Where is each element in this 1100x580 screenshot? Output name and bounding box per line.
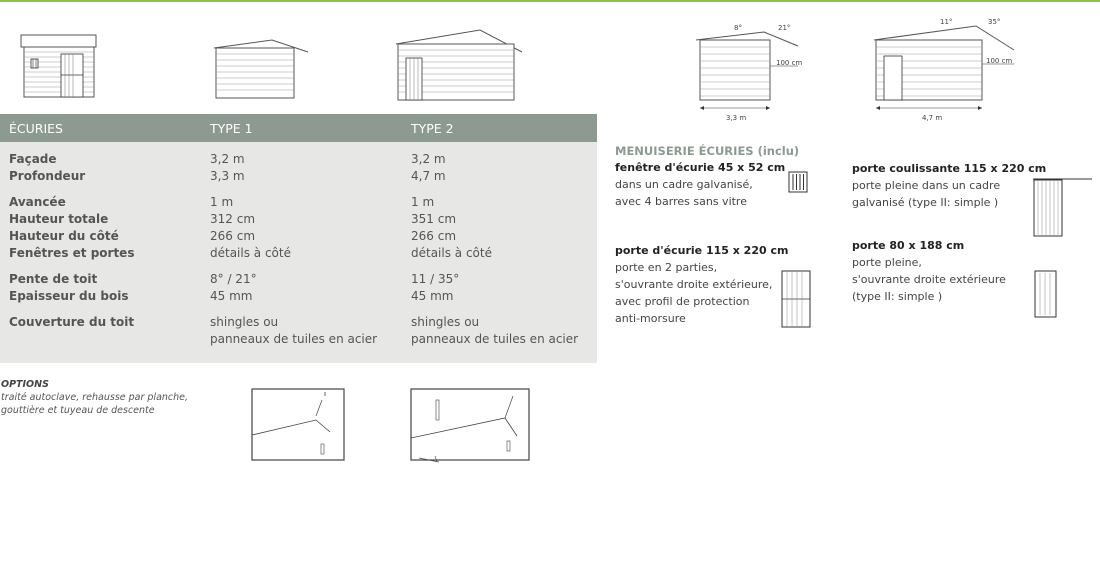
row-label: Couverture du toit bbox=[9, 315, 135, 329]
item-title: porte 80 x 188 cm bbox=[852, 239, 965, 252]
item-title: porte d'écurie 115 x 220 cm bbox=[615, 244, 789, 257]
stable-door-icon bbox=[781, 270, 811, 328]
row-type1-value: 3,3 m bbox=[210, 169, 245, 183]
row-label: Pente de toit bbox=[9, 272, 98, 286]
type2-dimension-drawing bbox=[872, 14, 1022, 124]
row-label: Avancée bbox=[9, 195, 66, 209]
row-label: Fenêtres et portes bbox=[9, 246, 135, 260]
type1-side-sketch bbox=[212, 38, 312, 100]
item-line: porte pleine, bbox=[852, 256, 922, 269]
type1-floor-plan bbox=[250, 388, 346, 462]
item-title: fenêtre d'écurie 45 x 52 cm bbox=[615, 161, 786, 174]
menuiserie-title: MENUISERIE ÉCURIES (inclu) bbox=[615, 144, 800, 158]
row-type2-value: 45 mm bbox=[411, 289, 454, 303]
type1-angle-right: 21° bbox=[778, 24, 791, 32]
type1-depth: 3,3 m bbox=[726, 114, 747, 122]
top-accent-line bbox=[0, 0, 1100, 2]
row-type2-value: 1 m bbox=[411, 195, 435, 209]
options-title: OPTIONS bbox=[1, 379, 49, 390]
spec-table bbox=[0, 114, 597, 363]
type2-side-sketch bbox=[394, 28, 524, 102]
door-icon bbox=[1034, 270, 1058, 318]
row-type2-value: 266 cm bbox=[411, 229, 457, 243]
item-line: s'ouvrante droite extérieure bbox=[852, 273, 1006, 286]
sliding-door-icon bbox=[1032, 176, 1094, 238]
item-line: dans un cadre galvanisé, bbox=[615, 178, 753, 191]
menuiserie-item-window bbox=[615, 159, 785, 210]
row-type1-value: shingles ou bbox=[210, 315, 279, 329]
row-label: Hauteur totale bbox=[9, 212, 109, 226]
item-line: s'ouvrante droite extérieure, bbox=[615, 278, 773, 291]
row-label: Profondeur bbox=[9, 169, 86, 183]
row-label: Façade bbox=[9, 152, 57, 166]
header-ecuries: ÉCURIES bbox=[9, 121, 63, 136]
row-type2-value: panneaux de tuiles en acier bbox=[411, 332, 579, 346]
type1-dimension-drawing bbox=[694, 20, 804, 124]
item-line: galvanisé (type II: simple ) bbox=[852, 196, 999, 209]
row-label: Hauteur du côté bbox=[9, 229, 119, 243]
menuiserie-item-door bbox=[852, 237, 1006, 305]
row-type2-value: 11 / 35° bbox=[411, 272, 460, 286]
row-type2-value: détails à côté bbox=[411, 246, 492, 260]
options-line: traité autoclave, rehausse par planche, bbox=[1, 392, 189, 403]
row-type1-value: 1 m bbox=[210, 195, 234, 209]
item-line: avec 4 barres sans vitre bbox=[615, 195, 747, 208]
row-type2-value: 4,7 m bbox=[411, 169, 446, 183]
row-type2-value: shingles ou bbox=[411, 315, 480, 329]
header-type1: TYPE 1 bbox=[210, 121, 253, 136]
options-line: gouttière et tuyeau de descente bbox=[1, 405, 155, 416]
type1-angle-left: 8° bbox=[734, 24, 742, 32]
row-type1-value: 3,2 m bbox=[210, 152, 245, 166]
menuiserie-item-sliding-door bbox=[852, 160, 1046, 211]
window-grid-icon bbox=[788, 171, 808, 193]
type2-overhang: 100 cm bbox=[986, 57, 1013, 65]
type2-angle-right: 35° bbox=[988, 18, 1001, 26]
row-type2-value: 3,2 m bbox=[411, 152, 446, 166]
item-line: porte pleine dans un cadre bbox=[852, 179, 1001, 192]
type2-depth: 4,7 m bbox=[922, 114, 943, 122]
header-type2: TYPE 2 bbox=[411, 121, 454, 136]
row-type1-value: 266 cm bbox=[210, 229, 256, 243]
item-title: porte coulissante 115 x 220 cm bbox=[852, 162, 1047, 175]
item-line: anti-morsure bbox=[615, 312, 686, 325]
item-line: porte en 2 parties, bbox=[615, 261, 718, 274]
spec-table-header bbox=[0, 114, 597, 142]
item-line: avec profil de protection bbox=[615, 295, 750, 308]
row-type2-value: 351 cm bbox=[411, 212, 457, 226]
menuiserie-item-stable-door bbox=[615, 242, 788, 327]
row-type1-value: panneaux de tuiles en acier bbox=[210, 332, 378, 346]
type2-angle-left: 11° bbox=[940, 18, 953, 26]
item-line: (type II: simple ) bbox=[852, 290, 943, 303]
type2-floor-plan bbox=[409, 388, 533, 466]
options-note bbox=[1, 378, 188, 417]
row-type1-value: 45 mm bbox=[210, 289, 253, 303]
row-type1-value: 312 cm bbox=[210, 212, 256, 226]
type1-overhang: 100 cm bbox=[776, 59, 803, 67]
stable-front-sketch bbox=[20, 34, 98, 100]
row-type1-value: 8° / 21° bbox=[210, 272, 257, 286]
row-type1-value: détails à côté bbox=[210, 246, 291, 260]
row-label: Epaisseur du bois bbox=[9, 289, 129, 303]
